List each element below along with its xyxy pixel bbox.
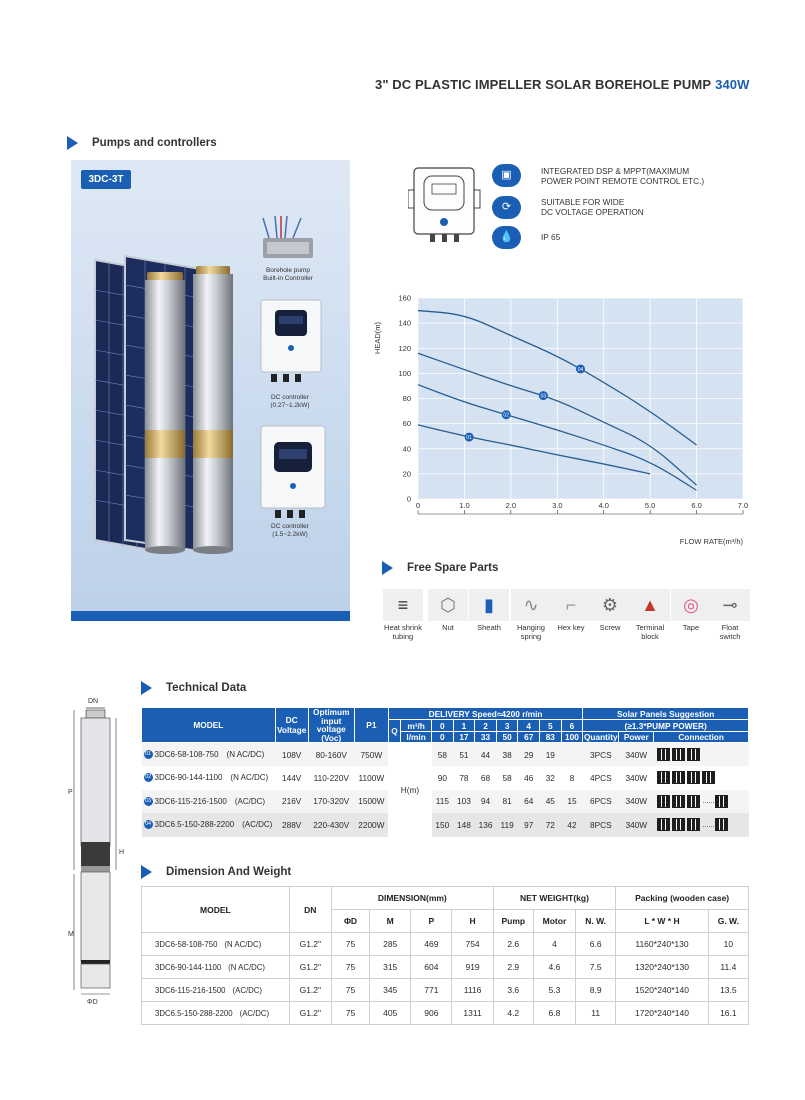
solar-panel-icon (657, 818, 670, 831)
dim-cell-value: 1116 (452, 979, 493, 1002)
dim-cell-value: 2.6 (493, 933, 533, 956)
feature-dsp-mppt (541, 166, 704, 186)
feature-line: POWER POINT REMOTE CONTROL ETC.) (541, 176, 705, 186)
th-dimension: DIMENSION(mm) (331, 887, 493, 910)
pump-left (145, 272, 185, 554)
tech-cell-head-value: 19 (540, 743, 562, 767)
curve-marker-label: 04 (577, 366, 584, 373)
th-dim-dn: DN (289, 887, 331, 933)
model-type: (N AC/DC) (230, 773, 269, 783)
diagram-label-h: H (119, 849, 125, 856)
tech-cell-head-value: 29 (518, 743, 540, 767)
model-name: 3DC6-115-216-1500 (154, 796, 227, 806)
tech-cell-power: 340W (619, 790, 654, 814)
th-lmin-val: 33 (475, 732, 497, 743)
solar-panel-icon (672, 795, 685, 808)
controller1-caption (250, 394, 330, 410)
tech-cell-head-value: 150 (432, 813, 454, 837)
terminal-block-icon: ▲ (630, 589, 670, 621)
tech-row (142, 743, 749, 767)
th-q: Q (388, 720, 400, 743)
diagram-label-p: P (68, 789, 73, 796)
section-title: Technical Data (166, 682, 247, 694)
th-dim-sub: M (370, 910, 411, 933)
solar-panel-icon (672, 818, 685, 831)
tech-cell-dc: 288V (275, 813, 308, 837)
dim-cell-value: 10 (708, 933, 748, 956)
controller2-caption (250, 523, 330, 539)
sheath-icon: ▮ (469, 589, 509, 621)
th-m3h-val: 0 (432, 720, 454, 732)
dim-cell-dn: G1.2" (289, 979, 331, 1002)
technical-data-table (141, 707, 749, 837)
tech-cell-head-value: 78 (453, 766, 475, 790)
dim-cell-value: 771 (411, 979, 452, 1002)
section-title: Pumps and controllers (92, 137, 217, 149)
dim-cell-value: 11 (576, 1002, 616, 1025)
y-tick-label: 80 (402, 394, 411, 403)
diagram-label-od: ΦD (87, 999, 98, 1006)
spare-part-label (704, 624, 756, 641)
tech-cell-head-value: 58 (496, 766, 518, 790)
nut-icon: ⬡ (428, 589, 468, 621)
th-power: Power (619, 732, 654, 743)
tech-cell-head-value: 119 (496, 813, 518, 837)
th-delivery: DELIVERY Speed≈4200 r/min (388, 708, 582, 720)
th-lmin-val: 50 (496, 732, 518, 743)
panel-ellipsis: ...... (702, 798, 715, 806)
th-line: DC (285, 715, 298, 725)
th-dim-sub: N. W. (576, 910, 616, 933)
tech-cell-head-value (561, 743, 583, 767)
y-tick-label: 40 (402, 444, 411, 454)
tech-cell-voc: 110-220V (308, 766, 354, 790)
tech-cell-quantity: 3PCS (583, 743, 619, 767)
panel-bottom-bar (71, 611, 350, 621)
th-dc-voltage (275, 708, 308, 743)
caption-line: (0.27~1.2kW) (270, 402, 310, 409)
tech-cell-power: 340W (619, 813, 654, 837)
spare-label-line: Nut (442, 623, 454, 632)
model-type: (N AC/DC) (226, 749, 265, 759)
dim-cell-value: 906 (411, 1002, 452, 1025)
th-net-weight: NET WEIGHT(kg) (493, 887, 616, 910)
th-line: Optimum (313, 707, 350, 717)
tech-cell-head-value: 64 (518, 790, 540, 814)
diagram-label-dn: DN (88, 698, 99, 705)
tech-cell-head-value: 81 (496, 790, 518, 814)
th-lmin-val: 83 (540, 732, 562, 743)
tech-cell-head-value: 97 (518, 813, 540, 837)
tech-cell-head-value: 115 (432, 790, 454, 814)
tech-cell-voc: 80-160V (308, 743, 354, 767)
x-tick-label: 6.0 (691, 501, 702, 510)
section-technical-data (141, 681, 246, 695)
model-type: (AC/DC) (232, 985, 262, 995)
x-axis-title: FLOW RATE(m³/h) (679, 537, 743, 546)
feature-line: SUITABLE FOR WIDE (541, 197, 625, 207)
model-tag: 3DC-3T (81, 170, 131, 189)
model-name: 3DC6-90-144-1100 (154, 773, 223, 783)
th-dim-sub: Motor (533, 910, 575, 933)
th-line: input (321, 715, 342, 726)
tech-cell-head-value: 46 (518, 766, 540, 790)
dim-row (142, 933, 749, 956)
model-type: (N AC/DC) (224, 939, 262, 949)
tech-cell-model (142, 790, 276, 814)
feature-line: DC VOLTAGE OPERATION (541, 207, 644, 217)
th-lmin-val: 17 (453, 732, 475, 743)
tech-cell-head-label: H(m) (388, 743, 431, 837)
screw-icon: ⚙ (590, 589, 630, 621)
dc-controller-small (261, 300, 321, 382)
tech-cell-power: 340W (619, 743, 654, 767)
caption-line: (1.5~2.2kW) (272, 531, 308, 538)
tech-cell-p1: 750W (354, 743, 388, 767)
dim-row (142, 979, 749, 1002)
x-tick-label: 7.0 (737, 501, 749, 510)
y-axis-title: HEAD(m) (373, 321, 382, 355)
model-type: (AC/DC) (239, 1008, 270, 1018)
caption-line: DC controller (271, 523, 309, 530)
spare-label-line: Hex key (557, 623, 585, 632)
section-dimension-weight (141, 865, 291, 879)
spare-label-line: Tape (682, 623, 700, 632)
triangle-bullet-icon (67, 136, 78, 150)
th-m3h: m³/h (401, 720, 432, 732)
dim-cell-value: 604 (411, 956, 452, 979)
dim-cell-value: 6.6 (576, 933, 616, 956)
tech-cell-model (142, 766, 276, 790)
dim-cell-value: 4.6 (533, 956, 575, 979)
solar-panel-icon (672, 771, 685, 784)
tech-cell-head-value: 103 (453, 790, 475, 814)
tech-cell-head-value: 8 (561, 766, 583, 790)
tech-cell-p1: 2200W (354, 813, 388, 837)
model-name: 3DC6.5-150-288-2200 (154, 820, 235, 830)
dim-cell-model (142, 1002, 290, 1025)
tech-cell-head-value: 45 (540, 790, 562, 814)
y-tick-label: 140 (398, 318, 411, 328)
performance-chart (368, 288, 758, 550)
spare-label-line: Hanging (517, 623, 545, 632)
y-tick-label: 100 (398, 368, 411, 378)
tech-cell-quantity: 4PCS (583, 766, 619, 790)
th-line: (Voc) (321, 732, 342, 743)
th-p1: P1 (354, 708, 388, 743)
page-title (375, 77, 749, 92)
dim-cell-value: 75 (331, 956, 369, 979)
dim-cell-model (142, 933, 290, 956)
dim-cell-value: 75 (331, 979, 369, 1002)
dim-cell-model (142, 956, 290, 979)
th-dim-sub: H (452, 910, 493, 933)
spare-label-line: Heat shrink (384, 623, 422, 632)
x-tick-label: 4.0 (598, 501, 609, 510)
tech-cell-connection (654, 790, 749, 814)
tech-cell-head-value: 15 (561, 790, 583, 814)
triangle-bullet-icon (141, 865, 152, 879)
model-type: (AC/DC) (234, 796, 266, 806)
curve-marker-label: 02 (503, 412, 509, 419)
dim-cell-value: 469 (411, 933, 452, 956)
dim-cell-value: 345 (370, 979, 411, 1002)
th-dim-sub: G. W. (708, 910, 748, 933)
dim-cell-value: 1520*240*140 (616, 979, 708, 1002)
th-m3h-val: 2 (475, 720, 497, 732)
th-m3h-val: 5 (540, 720, 562, 732)
th-m3h-val: 6 (561, 720, 583, 732)
y-tick-label: 60 (402, 419, 411, 429)
dim-cell-dn: G1.2" (289, 1002, 331, 1025)
diagram-label-m: M (68, 931, 74, 938)
tech-cell-dc: 144V (275, 766, 308, 790)
tech-cell-head-value: 148 (453, 813, 475, 837)
th-dim-sub: L * W * H (616, 910, 708, 933)
product-illustration (71, 160, 350, 621)
spare-label-line: Screw (599, 623, 621, 632)
tech-row (142, 766, 749, 790)
tech-cell-head-value: 58 (432, 743, 454, 767)
heat-shrink-tubing-icon: ≡ (383, 589, 423, 621)
model-name: 3DC6-90-144-1100 (155, 962, 222, 972)
model-type: (AC/DC) (242, 820, 273, 830)
tech-cell-connection (654, 813, 749, 837)
curve-marker-label: 03 (540, 393, 547, 400)
x-tick-label: 5.0 (644, 501, 656, 510)
tech-cell-p1: 1100W (354, 766, 388, 790)
model-name: 3DC6-115-216-1500 (155, 985, 226, 995)
tech-cell-quantity: 8PCS (583, 813, 619, 837)
solar-panel-icon (657, 748, 670, 761)
tech-cell-dc: 216V (275, 790, 308, 814)
dim-cell-value: 4.2 (493, 1002, 533, 1025)
tech-cell-head-value: 90 (432, 766, 454, 790)
x-tick-label: 3.0 (552, 501, 563, 510)
triangle-bullet-icon (382, 561, 393, 575)
tech-cell-model (142, 743, 276, 767)
model-name: 3DC6-58-108-750 (155, 939, 218, 949)
hanging-spring-icon: ∿ (511, 589, 551, 621)
solar-panel-icon (687, 818, 700, 831)
tech-cell-head-value: 68 (475, 766, 497, 790)
th-lmin-val: 67 (518, 732, 540, 743)
dim-cell-value: 5.3 (533, 979, 575, 1002)
y-tick-label: 20 (402, 469, 411, 479)
section-title: Free Spare Parts (407, 562, 499, 574)
section-free-spare-parts (382, 561, 498, 575)
solar-panel-icon (657, 795, 670, 808)
pump-right (193, 266, 233, 554)
feature-line: IP 65 (541, 232, 561, 242)
th-m3h-val: 1 (453, 720, 475, 732)
dim-cell-value: 3.6 (493, 979, 533, 1002)
dim-cell-value: 75 (331, 933, 369, 956)
builtin-controller (263, 216, 313, 258)
solar-panel-icon (657, 771, 670, 784)
model-name: 3DC6-58-108-750 (154, 749, 219, 759)
float-switch-icon: ⊸ (710, 589, 750, 621)
model-type: (N AC/DC) (228, 962, 265, 972)
tech-cell-head-value: 42 (561, 813, 583, 837)
th-quantity: Quantity (583, 732, 618, 742)
row-number-badge: 01 (144, 751, 152, 758)
tech-cell-head-value: 94 (475, 790, 497, 814)
spare-label-line: Float (721, 623, 739, 632)
spare-label-line: switch (719, 631, 741, 641)
spare-label-line: Terminal (635, 623, 665, 632)
th-lmin-val: 0 (432, 732, 454, 743)
dim-cell-value: 754 (452, 933, 493, 956)
solar-panel-icon (715, 818, 728, 831)
model-name: 3DC6.5-150-288-2200 (155, 1008, 233, 1018)
feature-ip65 (541, 232, 560, 242)
hex-key-icon: ⌐ (551, 589, 591, 621)
tech-cell-connection (654, 766, 749, 790)
tape-icon: ◎ (671, 589, 711, 621)
dim-cell-value: 919 (452, 956, 493, 979)
dim-cell-model (142, 979, 290, 1002)
tech-cell-model (142, 813, 276, 837)
solar-panel-icon (687, 771, 700, 784)
title-text: 3" DC PLASTIC IMPELLER SOLAR BOREHOLE PUMP (375, 77, 712, 92)
spare-label-line: block (641, 631, 659, 641)
solar-panel-icon (672, 748, 685, 761)
dimension-weight-table (141, 886, 749, 1025)
section-pumps-controllers (67, 136, 217, 150)
th-connection: Connection (654, 732, 749, 743)
dim-cell-value: 13.5 (708, 979, 748, 1002)
tech-cell-p1: 1500W (354, 790, 388, 814)
chip-icon: ▣ (492, 164, 521, 187)
controller-illustration (408, 162, 482, 246)
th-line: Voltage (276, 725, 307, 735)
row-number-badge: 03 (144, 797, 152, 804)
section-title: Dimension And Weight (166, 866, 292, 878)
dim-cell-value: 285 (370, 933, 411, 956)
water-drop-icon: 💧 (492, 226, 521, 249)
th-line: voltage (316, 724, 346, 734)
tech-cell-head-value: 44 (475, 743, 497, 767)
curve-marker-label: 01 (466, 435, 472, 442)
x-tick-label: 0 (415, 501, 421, 510)
solar-panel-icon (687, 795, 700, 808)
dim-cell-value: 2.9 (493, 956, 533, 979)
tech-cell-head-value: 51 (453, 743, 475, 767)
tech-cell-dc: 108V (275, 743, 308, 767)
tech-row (142, 790, 749, 814)
voltage-icon: ⟳ (492, 196, 521, 219)
tech-cell-quantity: 6PCS (583, 790, 619, 814)
y-tick-label: 0 (406, 494, 411, 504)
dim-cell-value: 7.5 (576, 956, 616, 979)
triangle-bullet-icon (141, 681, 152, 695)
tech-cell-head-value: 72 (540, 813, 562, 837)
spare-label-line: tubing (392, 631, 414, 641)
dim-cell-dn: G1.2" (289, 956, 331, 979)
dim-cell-value: 16.1 (708, 1002, 748, 1025)
x-tick-label: 1.0 (459, 501, 470, 510)
th-m3h-val: 4 (518, 720, 540, 732)
row-number-badge: 04 (144, 821, 152, 828)
dim-cell-value: 1720*240*140 (616, 1002, 708, 1025)
th-m3h-val: 3 (496, 720, 518, 732)
dc-controller-large (261, 426, 325, 518)
dim-cell-value: 6.8 (533, 1002, 575, 1025)
th-packing: Packing (wooden case) (616, 887, 749, 910)
th-optimum-voltage (308, 708, 354, 743)
dim-cell-value: 1311 (452, 1002, 493, 1025)
y-tick-label: 120 (398, 343, 411, 353)
th-dim-sub: Pump (493, 910, 533, 933)
product-panel (71, 160, 350, 621)
tech-cell-power: 340W (619, 766, 654, 790)
feature-line: INTEGRATED DSP & MPPT(MAXIMUM (541, 166, 690, 176)
dim-cell-value: 1320*240*130 (616, 956, 708, 979)
solar-panel-icon (687, 748, 700, 761)
tech-cell-voc: 170-320V (308, 790, 354, 814)
tech-cell-voc: 220-430V (308, 813, 354, 837)
th-solar: Solar Panels Suggestion (583, 708, 749, 720)
dim-cell-value: 75 (331, 1002, 369, 1025)
dim-cell-value: 315 (370, 956, 411, 979)
feature-wide-voltage (541, 197, 644, 217)
th-model: MODEL (142, 708, 276, 743)
dim-cell-dn: G1.2" (289, 933, 331, 956)
tech-cell-connection (654, 743, 749, 767)
tech-cell-head-value: 32 (540, 766, 562, 790)
y-tick-label: 160 (398, 293, 411, 303)
th-dim-sub: ΦD (331, 910, 369, 933)
dim-row (142, 1002, 749, 1025)
panel-ellipsis: ...... (702, 821, 715, 829)
caption-line: Built-in Controller (263, 275, 313, 282)
builtin-controller-caption (248, 267, 328, 283)
row-number-badge: 02 (144, 774, 152, 781)
spare-label-line: spring (520, 631, 542, 641)
dim-row (142, 956, 749, 979)
spare-label-line: Sheath (477, 623, 501, 632)
tech-row (142, 813, 749, 837)
caption-line: DC controller (271, 394, 309, 401)
dim-cell-value: 8.9 (576, 979, 616, 1002)
title-power: 340W (715, 77, 750, 92)
caption-line: Borehole pump (265, 267, 311, 274)
solar-panel-icon (702, 771, 715, 784)
th-dim-model: MODEL (142, 887, 290, 933)
th-lmin-val: 100 (561, 732, 583, 743)
th-dim-sub: P (411, 910, 452, 933)
dimension-diagram (62, 694, 132, 1012)
th-solar-sub: (≥1.3*PUMP POWER) (583, 720, 749, 732)
dim-cell-value: 405 (370, 1002, 411, 1025)
tech-cell-head-value: 38 (496, 743, 518, 767)
tech-cell-head-value: 136 (475, 813, 497, 837)
dim-cell-value: 11.4 (708, 956, 748, 979)
th-lmin: l/min (401, 732, 432, 743)
x-tick-label: 2.0 (505, 501, 517, 510)
dim-cell-value: 1160*240*130 (616, 933, 708, 956)
dim-cell-value: 4 (533, 933, 575, 956)
solar-panel-icon (715, 795, 728, 808)
